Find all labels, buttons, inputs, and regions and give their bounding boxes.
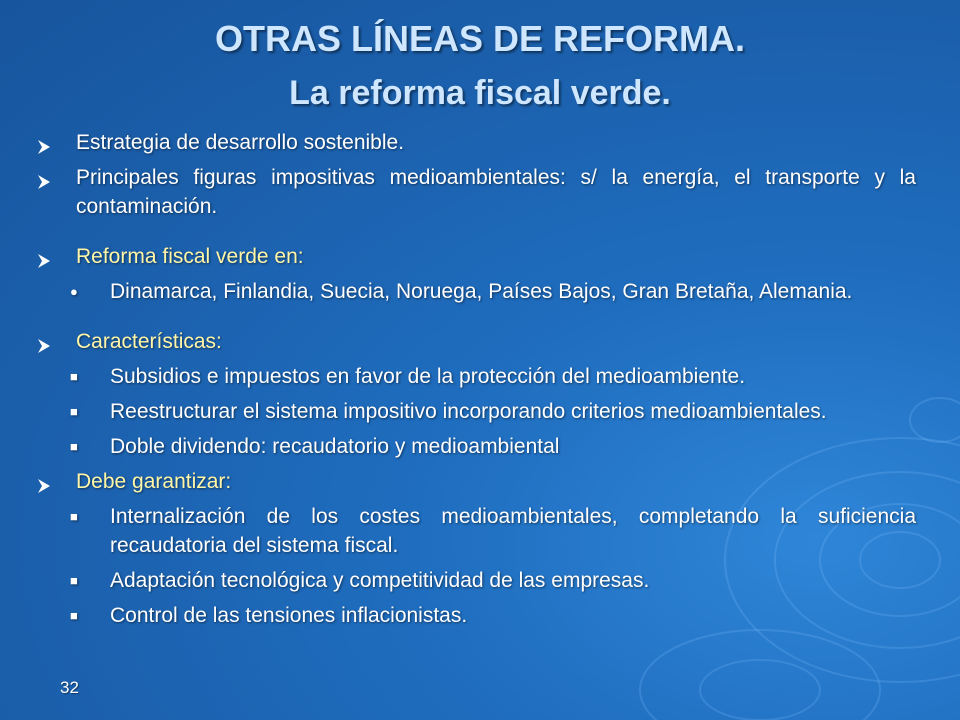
- arrow-right-icon: [36, 163, 76, 192]
- bullet-caracteristicas: [36, 327, 916, 356]
- sub-bullet-text: Subsidios e impuestos en favor de la protección del medioambiente.: [110, 365, 746, 388]
- sub-bullet-text: Dinamarca, Finlandia, Suecia, Noruega, Países Bajos, Gran Bretaña, Alemania.: [110, 280, 853, 303]
- sub-bullet-doble-dividendo: [70, 432, 916, 461]
- sub-bullet-reestructurar: [70, 397, 916, 426]
- sub-bullet-internalizacion: [70, 502, 916, 560]
- bullet-estrategia: [36, 128, 916, 157]
- square-bullet-icon: ■: [70, 573, 78, 588]
- slide-subtitle: La reforma fiscal verde.: [289, 74, 671, 112]
- bullet-figuras-impositivas: [36, 163, 916, 221]
- arrow-right-icon: [36, 327, 76, 356]
- bullet-text: Características:: [76, 330, 222, 353]
- sub-bullet-paises: [70, 277, 916, 306]
- bullet-reforma-fiscal-verde: [36, 242, 916, 271]
- square-bullet-icon: ■: [70, 439, 78, 454]
- bullet-debe-garantizar: [36, 467, 916, 496]
- slide-title: OTRAS LÍNEAS DE REFORMA.: [214, 18, 745, 59]
- square-bullet-icon: ■: [70, 369, 78, 384]
- sub-bullet-text: Internalización de los costes medioambientales, completando la suficiencia recaudatoria del sistema fiscal.: [110, 505, 916, 557]
- sub-bullet-text: Adaptación tecnológica y competitividad de las empresas.: [110, 569, 650, 592]
- square-bullet-icon: ■: [70, 509, 78, 524]
- arrow-right-icon: [36, 128, 76, 157]
- sub-bullet-text: Control de las tensiones inflacionistas.: [110, 604, 468, 627]
- sub-bullet-text: Doble dividendo: recaudatorio y medioambiental: [110, 435, 560, 458]
- page-number: 32: [60, 678, 79, 697]
- round-bullet-icon: ●: [70, 284, 78, 299]
- square-bullet-icon: ■: [70, 404, 78, 419]
- bullet-text: Estrategia de desarrollo sostenible.: [76, 131, 405, 154]
- sub-bullet-adaptacion: [70, 566, 916, 595]
- sub-bullet-subsidios: [70, 362, 916, 391]
- sub-bullet-control: [70, 601, 916, 630]
- square-bullet-icon: ■: [70, 608, 78, 623]
- slide-body: [36, 122, 916, 630]
- bullet-text: Principales figuras impositivas medioambientales: s/ la energía, el transporte y la contaminación.: [76, 166, 916, 218]
- arrow-right-icon: [36, 242, 76, 271]
- arrow-right-icon: [36, 467, 76, 496]
- bullet-text: Reforma fiscal verde en:: [76, 245, 304, 268]
- sub-bullet-text: Reestructurar el sistema impositivo incorporando criterios medioambientales.: [110, 400, 827, 423]
- bullet-text: Debe garantizar:: [76, 470, 232, 493]
